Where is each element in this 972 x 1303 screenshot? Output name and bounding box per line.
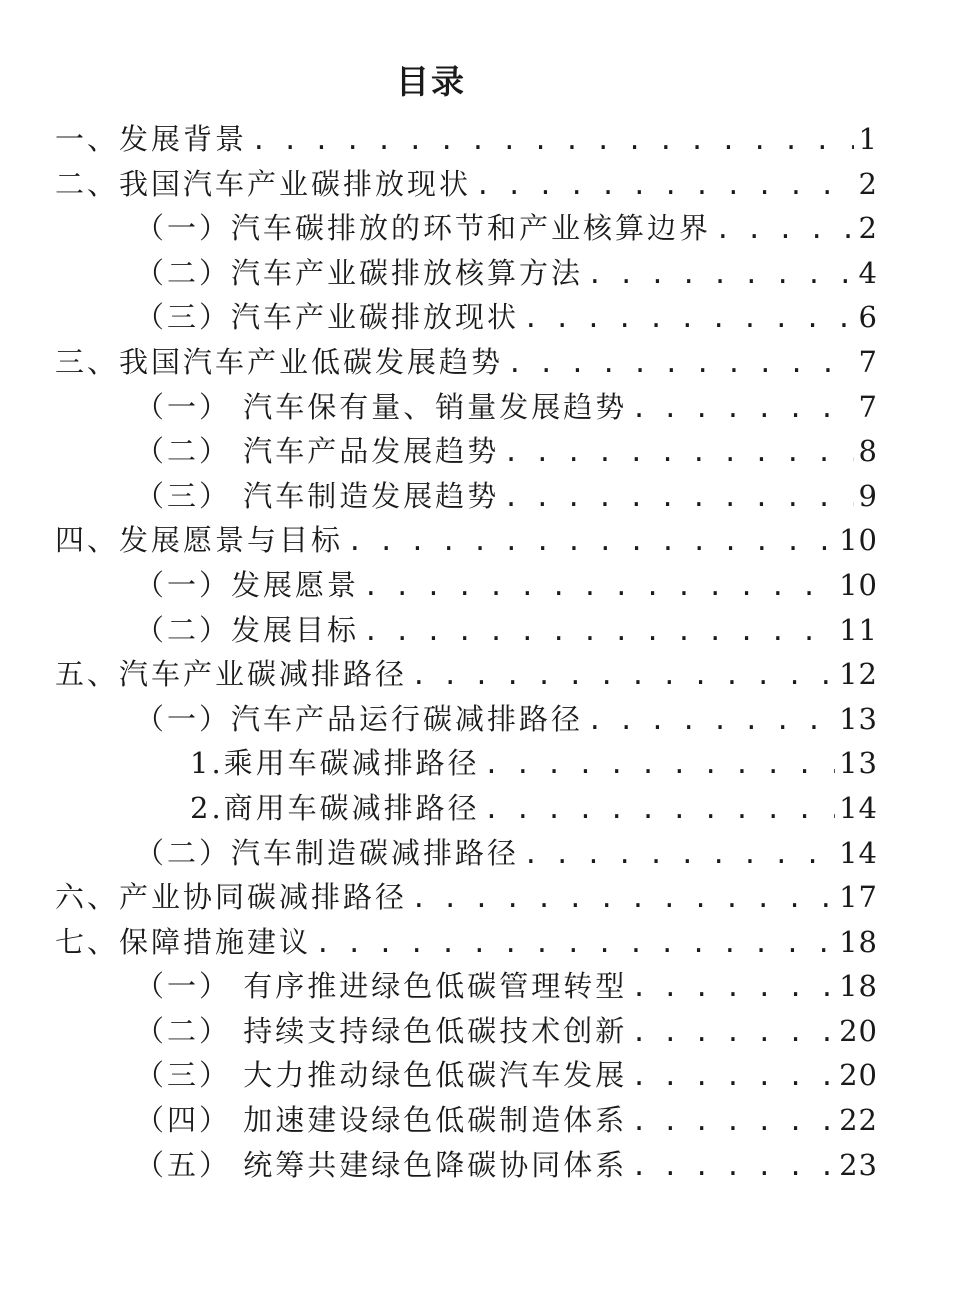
toc-entry[interactable] xyxy=(0,1053,972,1098)
toc-entry[interactable] xyxy=(0,295,972,340)
dot-leader xyxy=(587,699,835,744)
toc-entry-title: （三） 大力推动绿色低碳汽车发展 xyxy=(135,1058,628,1093)
dot-leader xyxy=(631,1100,835,1145)
toc-entry[interactable] xyxy=(0,652,972,697)
toc-entry-title: （二） 持续支持绿色低碳技术创新 xyxy=(135,1013,628,1048)
dot-leader xyxy=(251,119,854,164)
dot-leader xyxy=(475,164,854,209)
dot-leader xyxy=(347,520,835,565)
toc-entry-page-number: 4 xyxy=(858,255,878,290)
dot-leader xyxy=(411,877,835,922)
toc-entry-page-number: 11 xyxy=(839,612,878,647)
toc-entry[interactable] xyxy=(0,741,972,786)
toc-entry-title: 七、保障措施建议 xyxy=(55,924,312,959)
toc-entry-title: （一） 汽车保有量、销量发展趋势 xyxy=(135,389,628,424)
toc-entry-title: （三）汽车产业碳排放现状 xyxy=(135,300,520,335)
toc-entry[interactable] xyxy=(0,1143,972,1188)
toc-entry-page-number: 20 xyxy=(839,1058,878,1093)
toc-entry-page-number: 12 xyxy=(839,657,878,692)
table-of-contents xyxy=(0,117,972,1187)
toc-entry-page-number: 7 xyxy=(858,344,878,379)
toc-entry[interactable] xyxy=(0,385,972,430)
toc-entry[interactable] xyxy=(0,251,972,296)
toc-entry[interactable] xyxy=(0,206,972,251)
dot-leader xyxy=(631,966,835,1011)
toc-entry-title: 六、产业协同碳减排路径 xyxy=(55,880,408,915)
toc-entry-page-number: 18 xyxy=(839,969,878,1004)
toc-entry-title: （一）汽车碳排放的环节和产业核算边界 xyxy=(135,211,712,246)
toc-title: 目录 xyxy=(396,62,466,101)
dot-leader xyxy=(631,1011,835,1056)
toc-entry-page-number: 9 xyxy=(858,478,878,513)
toc-entry-page-number: 20 xyxy=(839,1013,878,1048)
toc-entry-title: （二） 汽车产品发展趋势 xyxy=(135,434,500,469)
toc-entry[interactable] xyxy=(0,875,972,920)
dot-leader xyxy=(507,342,854,387)
toc-entry-title: （二）汽车产业碳排放核算方法 xyxy=(135,255,584,290)
dot-leader xyxy=(631,1145,835,1190)
toc-entry-title: （二）汽车制造碳减排路径 xyxy=(135,835,520,870)
toc-entry-page-number: 8 xyxy=(858,434,878,469)
toc-entry-title: （一） 有序推进绿色低碳管理转型 xyxy=(135,969,628,1004)
toc-entry-page-number: 7 xyxy=(858,389,878,424)
toc-entry[interactable] xyxy=(0,964,972,1009)
toc-entry-page-number: 6 xyxy=(858,300,878,335)
dot-leader xyxy=(315,922,835,967)
toc-entry[interactable] xyxy=(0,786,972,831)
toc-entry[interactable] xyxy=(0,429,972,474)
dot-leader xyxy=(363,610,835,655)
toc-entry-title: （五） 统筹共建绿色降碳协同体系 xyxy=(135,1147,628,1182)
dot-leader xyxy=(631,1055,835,1100)
dot-leader xyxy=(631,387,854,432)
toc-entry-title: 五、汽车产业碳减排路径 xyxy=(55,657,408,692)
toc-entry-title: （二）发展目标 xyxy=(135,612,360,647)
dot-leader xyxy=(503,431,854,476)
toc-entry-title: 一、发展背景 xyxy=(55,122,248,156)
toc-entry[interactable] xyxy=(0,920,972,965)
toc-entry[interactable] xyxy=(0,1098,972,1143)
toc-entry-page-number: 14 xyxy=(839,835,878,870)
toc-entry-title: （一）汽车产品运行碳减排路径 xyxy=(135,701,584,736)
dot-leader xyxy=(484,743,835,788)
dot-leader xyxy=(587,253,854,298)
toc-entry[interactable] xyxy=(0,518,972,563)
toc-entry-page-number: 17 xyxy=(839,880,878,915)
dot-leader xyxy=(503,476,854,521)
toc-entry[interactable] xyxy=(0,117,972,162)
toc-entry[interactable] xyxy=(0,162,972,207)
toc-entry-page-number: 18 xyxy=(839,924,878,959)
toc-entry[interactable] xyxy=(0,474,972,519)
dot-leader xyxy=(523,833,835,878)
toc-entry-page-number: 10 xyxy=(839,523,878,558)
dot-leader xyxy=(484,788,835,833)
toc-entry-title: 三、我国汽车产业低碳发展趋势 xyxy=(55,344,504,379)
toc-entry-page-number: 10 xyxy=(839,567,878,602)
dot-leader xyxy=(363,565,835,610)
dot-leader xyxy=(523,297,854,342)
toc-entry-page-number: 1 xyxy=(858,122,878,156)
toc-entry-title: 二、我国汽车产业碳排放现状 xyxy=(55,166,472,201)
toc-entry[interactable] xyxy=(0,697,972,742)
toc-entry[interactable] xyxy=(0,340,972,385)
toc-entry-page-number: 2 xyxy=(858,211,878,246)
toc-entry-title: 2.商用车碳减排路径 xyxy=(190,790,480,825)
toc-entry[interactable] xyxy=(0,608,972,653)
toc-entry-title: （四） 加速建设绿色低碳制造体系 xyxy=(135,1103,628,1138)
toc-entry-page-number: 13 xyxy=(839,746,878,781)
toc-entry-title: 四、发展愿景与目标 xyxy=(55,523,344,558)
toc-entry-title: 1.乘用车碳减排路径 xyxy=(190,746,480,781)
toc-entry-page-number: 13 xyxy=(839,701,878,736)
toc-entry[interactable] xyxy=(0,1009,972,1054)
toc-entry-title: （三） 汽车制造发展趋势 xyxy=(135,478,500,513)
toc-entry[interactable] xyxy=(0,563,972,608)
toc-entry-title: （一）发展愿景 xyxy=(135,567,360,602)
toc-entry-page-number: 22 xyxy=(839,1103,878,1138)
toc-entry-page-number: 14 xyxy=(839,790,878,825)
dot-leader xyxy=(715,208,854,253)
toc-entry-page-number: 23 xyxy=(839,1147,878,1182)
toc-entry-page-number: 2 xyxy=(858,166,878,201)
toc-entry[interactable] xyxy=(0,831,972,876)
dot-leader xyxy=(411,654,835,699)
